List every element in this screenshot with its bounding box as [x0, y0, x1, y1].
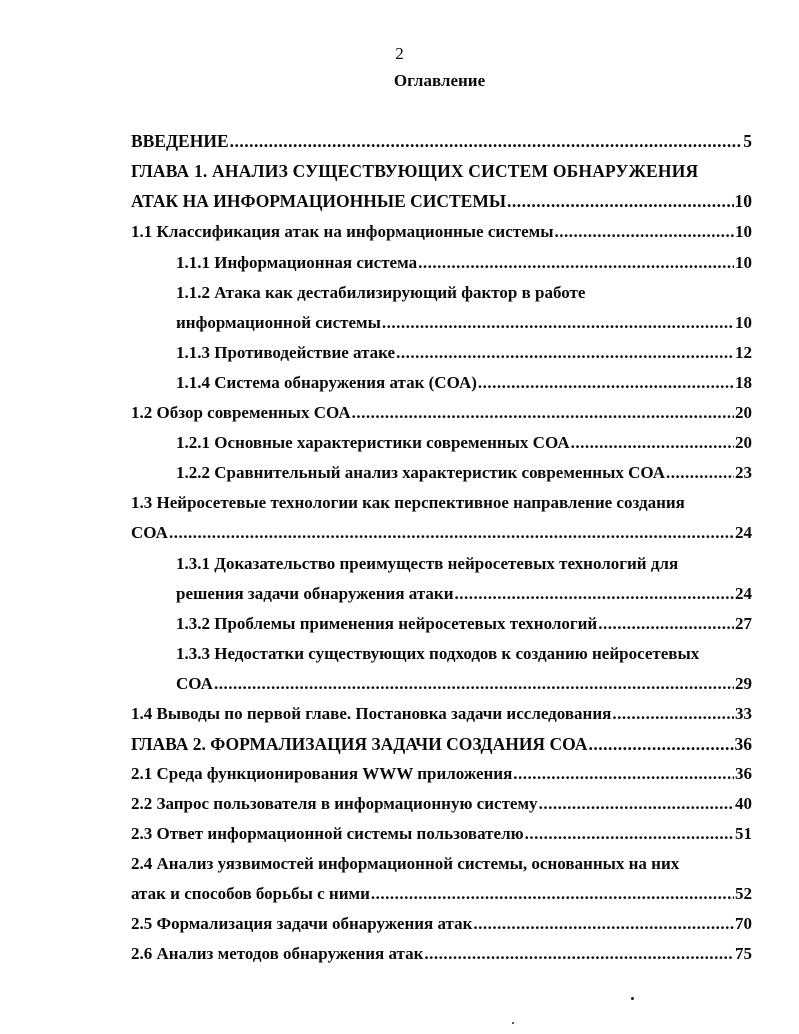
toc-leader-dots	[371, 884, 734, 904]
toc-entry-1-1-2-cont	[176, 313, 752, 333]
toc-leader-dots	[555, 222, 735, 242]
toc-entry-page: 70	[735, 914, 752, 933]
toc-entry-text: 1.3.2 Проблемы применения нейросетевых технологий	[176, 614, 598, 633]
toc-entry-text: 1.2.1 Основные характеристики современных СОА	[176, 433, 570, 452]
toc-entry-page: 24	[735, 523, 752, 542]
toc-entry-2-3	[131, 824, 752, 844]
toc-entry-text: ГЛАВА 1. АНАЛИЗ СУЩЕСТВУЮЩИХ СИСТЕМ ОБНАРУЖЕНИЯ	[131, 161, 699, 181]
toc-entry-1-3-1-cont	[176, 584, 752, 604]
toc-entry-page: 75	[735, 944, 752, 963]
toc-entry-page: 52	[735, 884, 752, 903]
toc-entry-text: 2.6 Анализ методов обнаружения атак	[131, 944, 424, 963]
toc-leader-dots	[598, 614, 734, 634]
toc-entry-page: 33	[735, 704, 752, 723]
toc-leader-dots	[539, 794, 734, 814]
toc-entry-1-3	[131, 493, 752, 513]
toc-entry-text: решения задачи обнаружения атаки	[176, 584, 454, 603]
toc-entry-page: 20	[735, 433, 752, 452]
toc-leader-dots	[455, 584, 734, 604]
toc-entry-page: 40	[735, 794, 752, 813]
toc-leader-dots	[396, 343, 734, 363]
toc-leader-dots	[424, 944, 734, 964]
toc-entry-1-3-2	[176, 614, 752, 634]
toc-entry-1-3-1	[176, 554, 752, 574]
toc-entry-1-3-3-cont	[176, 674, 752, 694]
toc-leader-dots	[473, 914, 734, 934]
toc-entry-page: 12	[735, 343, 752, 362]
toc-entry-text: 1.1.1 Информационная система	[176, 253, 418, 272]
toc-entry-1-1-2	[176, 283, 752, 303]
toc-entry-page: 10	[735, 313, 752, 332]
toc-entry-page: 23	[735, 463, 752, 482]
page-number: 2	[395, 44, 404, 63]
toc-entry-page: 20	[735, 403, 752, 422]
toc-entry-text: 1.3 Нейросетевые технологии как перспективное направление создания	[131, 493, 685, 512]
toc-entry-text: атак и способов борьбы с ними	[131, 884, 370, 903]
toc-entry-2-1	[131, 764, 752, 784]
toc-entry-text: 2.4 Анализ уязвимостей информационной системы, основанных на них	[131, 854, 680, 873]
toc-entry-2-6	[131, 944, 752, 964]
toc-entry-text: 2.1 Среда функционирования WWW приложения	[131, 764, 513, 783]
toc-leader-dots	[588, 734, 733, 754]
toc-entry-text: 1.1.4 Система обнаружения атак (СОА)	[176, 373, 477, 392]
toc-leader-dots	[478, 373, 734, 393]
scan-speck	[512, 1022, 514, 1024]
toc-leader-dots	[230, 131, 743, 151]
toc-leader-dots	[214, 674, 734, 694]
toc-leader-dots	[612, 704, 734, 724]
toc-entry-text: 1.2.2 Сравнительный анализ характеристик современных СОА	[176, 463, 666, 482]
toc-entry-page: 5	[743, 131, 752, 151]
toc-entry-page: 29	[735, 674, 752, 693]
toc-entry-page: 27	[735, 614, 752, 633]
toc-leader-dots	[382, 313, 734, 333]
toc-entry-1-1-4	[176, 373, 752, 393]
toc-entry-page: 10	[735, 222, 752, 241]
toc-entry-1-2-1	[176, 433, 752, 453]
toc-entry-page: 18	[735, 373, 752, 392]
toc-entry-text: 2.5 Формализация задачи обнаружения атак	[131, 914, 473, 933]
toc-leader-dots	[666, 463, 734, 483]
toc-entry-text: 1.1.3 Противодействие атаке	[176, 343, 396, 362]
toc-entry-1-1-3	[176, 343, 752, 363]
toc-leader-dots	[418, 253, 734, 273]
toc-entry-chapter-1-cont	[131, 191, 752, 211]
toc-entry-1-1-1	[176, 253, 752, 273]
toc-entry-page: 51	[735, 824, 752, 843]
toc-entry-text: ВВЕДЕНИЕ	[131, 131, 229, 151]
toc-entry-text: АТАК НА ИНФОРМАЦИОННЫЕ СИСТЕМЫ	[131, 191, 507, 211]
toc-entry-text: ГЛАВА 2. ФОРМАЛИЗАЦИЯ ЗАДАЧИ СОЗДАНИЯ СОА	[131, 734, 588, 754]
toc-entry-text: информационной системы	[176, 313, 381, 332]
toc-entry-page: 24	[735, 584, 752, 603]
toc-entry-page: 10	[734, 191, 752, 211]
toc-entry-1-3-3	[176, 644, 752, 664]
toc-entry-text: 1.3.3 Недостатки существующих подходов к созданию нейросетевых	[176, 644, 700, 663]
toc-entry-2-2	[131, 794, 752, 814]
toc-entry-text: 1.1.2 Атака как дестабилизирующий фактор в работе	[176, 283, 586, 302]
toc-entry-2-4	[131, 854, 752, 874]
toc-entry-text: СОА	[176, 674, 213, 693]
toc-entry-1-4	[131, 704, 752, 724]
toc-leader-dots	[513, 764, 734, 784]
toc-entry-chapter-2	[131, 734, 752, 754]
toc-entry-introduction	[131, 131, 752, 151]
toc-entry-text: 2.2 Запрос пользователя в информационную систему	[131, 794, 538, 813]
toc-entry-text: 1.2 Обзор современных СОА	[131, 403, 351, 422]
toc-entry-text: 1.4 Выводы по первой главе. Постановка задачи исследования	[131, 704, 612, 723]
toc-entry-text: 2.3 Ответ информационной системы пользователю	[131, 824, 524, 843]
toc-leader-dots	[352, 403, 734, 423]
toc-leader-dots	[169, 523, 734, 543]
toc-entry-1-2	[131, 403, 752, 423]
toc-entry-text: 1.3.1 Доказательство преимуществ нейросетевых технологий для	[176, 554, 679, 573]
toc-entry-1-3-cont	[131, 523, 752, 543]
toc-entry-text: 1.1 Классификация атак на информационные системы	[131, 222, 554, 241]
toc-entry-text: СОА	[131, 523, 168, 542]
toc-entry-1-2-2	[176, 463, 752, 483]
toc-entry-page: 36	[734, 734, 752, 754]
scan-speck	[631, 997, 634, 1000]
page-title: Оглавление	[393, 71, 486, 90]
toc-entry-2-5	[131, 914, 752, 934]
toc-entry-page: 36	[735, 764, 752, 783]
toc-entry-page: 10	[735, 253, 752, 272]
toc-entry-2-4-cont	[131, 884, 752, 904]
toc-entry-1-1	[131, 222, 752, 242]
toc-leader-dots	[525, 824, 734, 844]
toc-entry-chapter-1	[131, 161, 752, 181]
toc-leader-dots	[571, 433, 734, 453]
toc-leader-dots	[507, 191, 733, 211]
